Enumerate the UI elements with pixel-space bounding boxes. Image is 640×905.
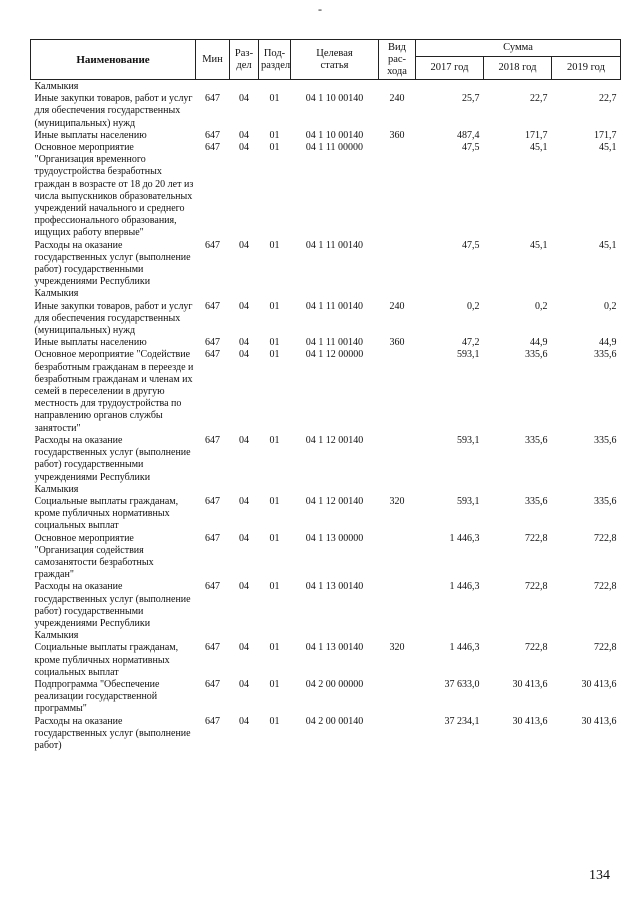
row-podrazdel: 01 [269,678,280,690]
row-name: Расходы на оказание государственных услуг (выполнение работ) государственными учреждениями Республики Калмыкия [34,581,191,642]
table-row [31,93,621,130]
row-min: 647 [205,129,220,141]
row-min [196,80,230,94]
row-sum-2017: 487,4 [457,129,480,141]
row-min: 647 [205,715,220,727]
row-razdel: 04 [239,300,249,312]
table-row [31,142,621,240]
row-podrazdel: 01 [269,642,280,654]
row-podrazdel: 01 [269,337,280,349]
row-name: Расходы на оказание государственных услуг (выполнение работ) государственными учреждениями Республики Калмыкия [34,239,191,300]
row-sum-2017: 47,5 [462,239,480,251]
row-sum-2019: 722,8 [594,532,617,544]
row-razdel: 04 [239,239,249,251]
row-sum-2017: 1 446,3 [449,581,480,593]
table-row [31,301,621,338]
row-sum-2019: 722,8 [594,642,617,654]
row-podrazdel: 01 [269,239,280,251]
row-sum-2019: 30 413,6 [581,678,617,690]
row-vid [379,142,416,240]
row-podrazdel: 01 [269,715,280,727]
row-name: Основное мероприятие "Организация временного трудоустройства безработных граждан в возрасте от 18 до 20 лет из числа выпускников образовательных учреждений начального и среднего профессионального образования, ищущих работу впервые" [34,142,194,239]
header-razdel: Раз- дел [230,40,259,80]
row-podrazdel: 01 [269,93,280,105]
row-podrazdel: 01 [269,434,280,446]
table-row [31,716,621,753]
row-min: 647 [205,642,220,654]
header-min: Мин [196,40,230,80]
row-podrazdel: 01 [269,129,280,141]
row-sum-2019: 171,7 [594,129,617,141]
row-name: Подпрограмма "Обеспечение реализации государственной программы" [34,678,160,715]
row-sum-2018: 44,9 [530,337,548,349]
row-sum-2018: 722,8 [525,642,548,654]
row-celevaya: 04 1 11 00140 [305,300,364,312]
header-summa: Сумма [416,40,621,57]
row-celevaya: 04 1 11 00140 [305,239,364,251]
row-sum-2017: 593,1 [457,349,480,361]
row-razdel: 04 [239,581,249,593]
top-dash-mark: - [318,2,322,16]
row-podrazdel: 01 [269,349,280,361]
row-sum-2018: 22,7 [530,93,548,105]
row-sum-2019: 335,6 [594,349,617,361]
row-sum-2018: 722,8 [525,581,548,593]
row-sum-2018: 0,2 [535,300,548,312]
row-vid [379,80,416,94]
row-vid: 320 [389,495,405,507]
row-sum-2018: 30 413,6 [512,678,548,690]
table-row [31,642,621,679]
row-sum-2018: 722,8 [525,532,548,544]
row-sum-2019: 44,9 [599,337,617,349]
row-name: Основное мероприятие "Организация содействия самозанятости безработных граждан" [34,532,154,581]
row-min: 647 [205,349,220,361]
row-min: 647 [205,678,220,690]
row-vid: 320 [389,642,405,654]
row-min: 647 [205,142,220,154]
row-name: Основное мероприятие "Содействие безработным гражданам в переезде и безработным гражданам и членам их семей в переселении в другую местность для трудоустройства по направлению органов службы занятости" [34,349,194,434]
row-celevaya: 04 2 00 00140 [305,715,364,727]
row-vid: 360 [389,129,405,141]
table-row [31,533,621,582]
table-row [31,349,621,434]
row-celevaya: 04 1 10 00140 [305,129,364,141]
row-name: Социальные выплаты гражданам, кроме публичных нормативных социальных выплат [34,495,179,532]
row-vid: 240 [389,93,405,105]
table-row [31,337,621,349]
row-razdel: 04 [239,715,249,727]
row-vid [379,716,416,753]
row-min: 647 [205,434,220,446]
header-name: Наименование [31,40,196,80]
row-vid [379,533,416,582]
row-podrazdel: 01 [269,300,280,312]
row-celevaya: 04 2 00 00000 [305,678,364,690]
row-sum-2019: 0,2 [604,300,617,312]
row-celevaya: 04 1 12 00140 [305,495,364,507]
row-sum-2019: 30 413,6 [581,715,617,727]
row-min: 647 [205,239,220,251]
row-name: Социальные выплаты гражданам, кроме публичных нормативных социальных выплат [34,642,179,678]
row-sum-2017: 1 446,3 [449,532,480,544]
table-body [31,80,621,753]
row-sum-2017: 1 446,3 [449,642,480,654]
page-number: 134 [589,868,610,883]
table-header [31,40,621,80]
row-name: Расходы на оказание государственных услуг (выполнение работ) [34,715,191,751]
row-sum-2018: 45,1 [530,142,548,154]
table-row [31,80,621,94]
row-podrazdel: 01 [269,581,280,593]
row-razdel: 04 [239,93,249,105]
row-min: 647 [205,300,220,312]
row-celevaya: 04 1 13 00140 [305,642,364,654]
row-min: 647 [205,532,220,544]
row-razdel: 04 [239,337,249,349]
row-sum-2017: 0,2 [467,300,480,312]
row-razdel [230,80,259,94]
row-sum-2019: 45,1 [599,142,617,154]
row-celevaya: 04 1 12 00000 [305,349,364,361]
row-sum-2017: 47,2 [462,337,480,349]
row-sum-2017: 593,1 [457,495,480,507]
row-sum-2019: 335,6 [594,495,617,507]
row-celevaya: 04 1 13 00140 [305,581,364,593]
table-row [31,240,621,301]
row-vid: 360 [389,337,405,349]
row-razdel: 04 [239,678,249,690]
row-sum-2019 [552,80,621,94]
row-sum-2017: 47,5 [462,142,480,154]
row-celevaya: 04 1 13 00000 [305,532,364,544]
row-vid [379,679,416,716]
row-razdel: 04 [239,349,249,361]
table-row [31,496,621,533]
row-name: Иные выплаты населению [34,337,147,349]
header-year-2019: 2019 год [552,57,621,80]
row-sum-2018: 30 413,6 [512,715,548,727]
row-sum-2017: 593,1 [457,434,480,446]
row-vid: 240 [389,300,405,312]
row-sum-2018: 335,6 [525,349,548,361]
row-sum-2018: 171,7 [525,129,548,141]
row-sum-2017: 25,7 [462,93,480,105]
row-name: Калмыкия [34,81,79,92]
row-razdel: 04 [239,495,249,507]
row-min: 647 [205,581,220,593]
row-sum-2017: 37 234,1 [444,715,480,727]
row-name: Иные закупки товаров, работ и услуг для обеспечения государственных (муниципальных) нужд [34,93,193,129]
row-min: 647 [205,93,220,105]
row-sum-2017: 37 633,0 [444,678,480,690]
table-row [31,581,621,642]
row-name: Расходы на оказание государственных услуг (выполнение работ) государственными учреждениями Республики Калмыкия [34,434,191,495]
row-celevaya: 04 1 12 00140 [305,434,364,446]
row-celevaya: 04 1 10 00140 [305,93,364,105]
header-podrazdel: Под- раздел [259,40,291,80]
table-row [31,130,621,142]
header-celevaya: Целевая статья [291,40,379,80]
row-vid [379,581,416,642]
row-sum-2018: 335,6 [525,495,548,507]
row-razdel: 04 [239,532,249,544]
row-min: 647 [205,495,220,507]
budget-table [30,39,621,752]
row-vid [379,240,416,301]
table-row [31,435,621,496]
row-celevaya: 04 1 11 00000 [305,142,364,154]
header-year-2017: 2017 год [416,57,484,80]
row-podrazdel: 01 [269,142,280,154]
row-sum-2019: 22,7 [599,93,617,105]
row-sum-2019: 45,1 [599,239,617,251]
row-podrazdel: 01 [269,495,280,507]
row-razdel: 04 [239,434,249,446]
row-razdel: 04 [239,142,249,154]
row-sum-2018: 45,1 [530,239,548,251]
row-name: Иные выплаты населению [34,129,147,141]
row-podrazdel [259,80,291,94]
row-razdel: 04 [239,642,249,654]
row-min: 647 [205,337,220,349]
row-celevaya: 04 1 11 00140 [305,337,364,349]
header-year-2018: 2018 год [484,57,552,80]
header-vid: Вид рас- хода [379,40,416,80]
row-sum-2018: 335,6 [525,434,548,446]
row-name: Иные закупки товаров, работ и услуг для обеспечения государственных (муниципальных) нужд [34,300,193,337]
row-sum-2018 [484,80,552,94]
row-razdel: 04 [239,129,249,141]
row-vid [379,435,416,496]
row-sum-2019: 722,8 [594,581,617,593]
row-sum-2019: 335,6 [594,434,617,446]
table-row [31,679,621,716]
row-vid [379,349,416,434]
row-podrazdel: 01 [269,532,280,544]
row-celevaya [291,80,379,94]
row-sum-2017 [416,80,484,94]
